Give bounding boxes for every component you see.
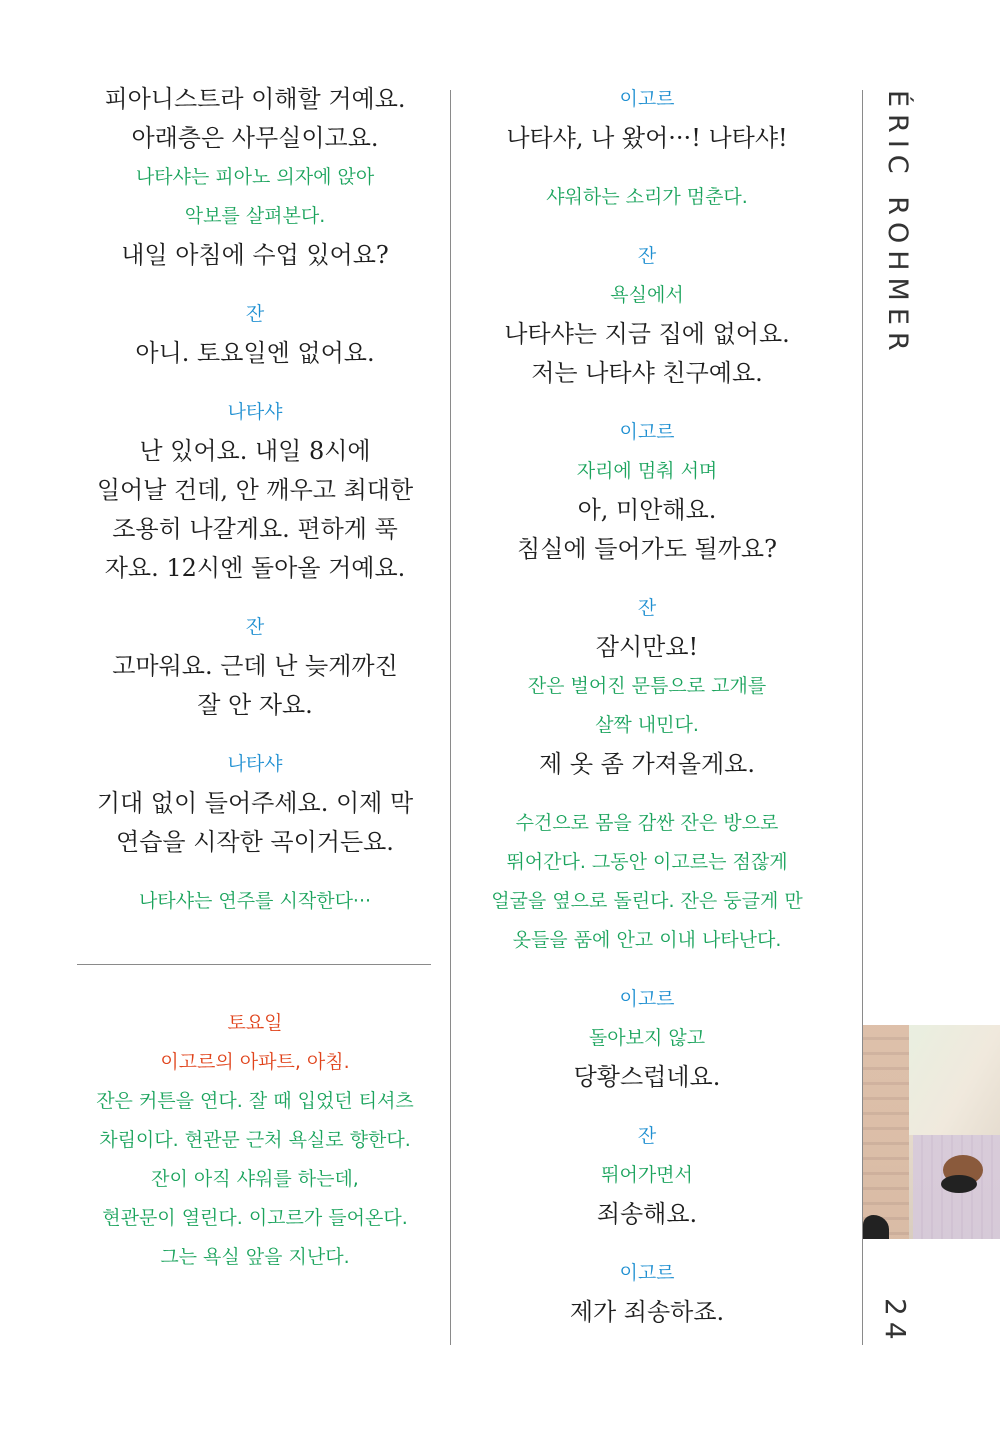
dialogue-line: 아, 미안해요. bbox=[577, 496, 717, 524]
spacer bbox=[452, 217, 842, 237]
dialogue-line: 내일 아침에 수업 있어요? bbox=[121, 241, 389, 269]
spacer bbox=[452, 569, 842, 589]
speaker-name: 잔 bbox=[637, 1125, 657, 1147]
spacer bbox=[60, 373, 450, 393]
dialogue-line: 제가 죄송하죠. bbox=[569, 1298, 725, 1326]
speaker-name: 이고르 bbox=[619, 421, 675, 443]
dialogue-line: 침실에 들어가도 될까요? bbox=[517, 535, 777, 563]
dialogue-line: 연습을 시작한 곡이거든요. bbox=[116, 828, 394, 856]
stage-direction: 잔은 벌어진 문틈으로 고개를 bbox=[527, 675, 767, 697]
dialogue-line: 아래층은 사무실이고요. bbox=[131, 124, 379, 152]
script-column-right bbox=[452, 80, 842, 1332]
speaker-name: 이고르 bbox=[619, 1262, 675, 1284]
spacer bbox=[452, 158, 842, 178]
dialogue-line: 잠시만요! bbox=[595, 633, 699, 661]
dialogue-line: 제 옷 좀 가져올게요. bbox=[539, 750, 755, 778]
page-number: 24 bbox=[879, 1298, 912, 1346]
spacer bbox=[452, 1234, 842, 1254]
page-number-block bbox=[870, 1298, 920, 1358]
stage-direction: 악보를 살펴본다. bbox=[184, 205, 326, 227]
stage-direction: 욕실에서 bbox=[610, 284, 684, 306]
stage-direction: 차림이다. 현관문 근처 욕실로 향한다. bbox=[99, 1129, 411, 1151]
dialogue-line: 일어날 건데, 안 깨우고 최대한 bbox=[96, 476, 414, 504]
script-column-left-scene bbox=[60, 1004, 450, 1277]
speaker-name: 잔 bbox=[245, 616, 265, 638]
stage-direction: 돌아보지 않고 bbox=[588, 1027, 706, 1049]
dialogue-line: 자요. 12시엔 돌아올 거예요. bbox=[104, 554, 406, 582]
running-header-author bbox=[867, 90, 923, 358]
author-name: ÉRIC ROHMER bbox=[882, 90, 913, 358]
stage-direction: 현관문이 열린다. 이고르가 들어온다. bbox=[102, 1207, 408, 1229]
scene-break-rule bbox=[77, 964, 431, 965]
speaker-name: 나타샤 bbox=[227, 401, 283, 423]
stage-direction: 뛰어간다. 그동안 이고르는 점잖게 bbox=[506, 851, 788, 873]
stage-direction: 살짝 내민다. bbox=[595, 714, 699, 736]
column-divider-left bbox=[450, 90, 451, 1345]
dialogue-line: 아니. 토요일엔 없어요. bbox=[135, 339, 375, 367]
stage-direction: 자리에 멈춰 서며 bbox=[576, 460, 718, 482]
dialogue-line: 죄송해요. bbox=[596, 1200, 698, 1228]
stage-direction: 그는 욕실 앞을 지난다. bbox=[160, 1246, 350, 1268]
spacer bbox=[60, 275, 450, 295]
stage-direction: 나타샤는 피아노 의자에 앉아 bbox=[135, 166, 375, 188]
scene-heading: 이고르의 아파트, 아침. bbox=[160, 1051, 350, 1073]
art-brick-wall bbox=[863, 1025, 909, 1239]
dialogue-line: 나타샤는 지금 집에 없어요. bbox=[504, 320, 790, 348]
stage-direction: 뛰어가면서 bbox=[601, 1164, 693, 1186]
speaker-name: 잔 bbox=[245, 303, 265, 325]
stage-direction: 얼굴을 옆으로 돌린다. 잔은 둥글게 만 bbox=[491, 890, 803, 912]
art-ink-mark bbox=[941, 1175, 977, 1193]
stage-direction: 잔은 커튼을 연다. 잘 때 입었던 티셔츠 bbox=[96, 1090, 414, 1112]
stage-direction: 나타샤는 연주를 시작한다··· bbox=[138, 890, 372, 912]
stage-direction: 잔이 아직 샤워를 하는데, bbox=[151, 1168, 359, 1190]
spacer bbox=[452, 1097, 842, 1117]
scene-heading: 토요일 bbox=[227, 1012, 283, 1034]
speaker-name: 이고르 bbox=[619, 988, 675, 1010]
script-column-left bbox=[60, 80, 450, 921]
dialogue-line: 난 있어요. 내일 8시에 bbox=[139, 437, 371, 465]
spacer bbox=[452, 393, 842, 413]
spacer bbox=[60, 862, 450, 882]
dialogue-line: 기대 없이 들어주세요. 이제 막 bbox=[96, 789, 414, 817]
spacer bbox=[60, 725, 450, 745]
dialogue-line: 당황스럽네요. bbox=[573, 1063, 721, 1091]
dialogue-line: 조용히 나갈게요. 편하게 푹 bbox=[112, 515, 398, 543]
speaker-name: 잔 bbox=[637, 597, 657, 619]
spacer bbox=[60, 588, 450, 608]
dialogue-line: 피아니스트라 이해할 거예요. bbox=[104, 85, 406, 113]
dialogue-line: 고마워요. 근데 난 늦게까진 bbox=[112, 652, 398, 680]
spacer bbox=[452, 784, 842, 804]
art-sky bbox=[909, 1025, 1000, 1135]
speaker-name: 나타샤 bbox=[227, 753, 283, 775]
dialogue-line: 잘 안 자요. bbox=[197, 691, 313, 719]
stage-direction: 옷들을 품에 안고 이내 나타난다. bbox=[512, 929, 782, 951]
dialogue-line: 나타샤, 나 왔어···! 나타샤! bbox=[506, 124, 788, 152]
speaker-name: 이고르 bbox=[619, 88, 675, 110]
illustration-thumbnail bbox=[863, 1025, 1000, 1239]
spacer bbox=[452, 960, 842, 980]
stage-direction: 수건으로 몸을 감싼 잔은 방으로 bbox=[515, 812, 779, 834]
dialogue-line: 저는 나타샤 친구예요. bbox=[531, 359, 763, 387]
speaker-name: 잔 bbox=[637, 245, 657, 267]
stage-direction: 샤워하는 소리가 멈춘다. bbox=[546, 186, 748, 208]
